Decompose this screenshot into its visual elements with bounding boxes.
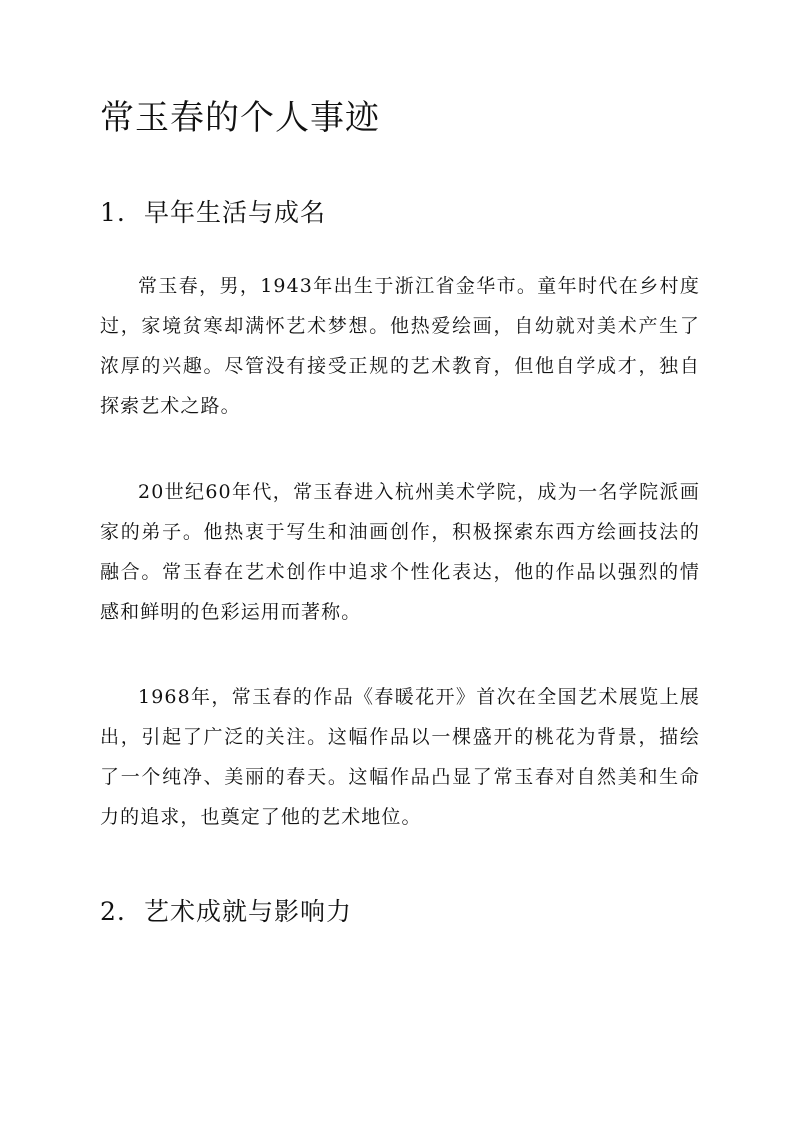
paragraph-early-life: 常玉春，男，1943年出生于浙江省金华市。童年时代在乡村度过，家境贫寒却满怀艺术梦想。他热爱绘画，自幼就对美术产生了浓厚的兴趣。尽管没有接受正规的艺术教育，但他自学成才，独自探索艺术之路。 <box>100 275 700 417</box>
document-title: 常玉春的个人事迹 <box>100 98 380 138</box>
section-heading-2 <box>100 895 352 929</box>
paragraph-academy-years: 20世纪60年代，常玉春进入杭州美术学院，成为一名学院派画家的弟子。他热衷于写生和油画创作，积极探索东西方绘画技法的融合。常玉春在艺术创作中追求个性化表达，他的作品以强烈的情感和鲜明的色彩运用而著称。 <box>100 481 700 623</box>
section-heading-text-2: 艺术成就与影响力 <box>144 897 353 926</box>
section-number-2: 2. <box>100 897 126 926</box>
section-number-1: 1. <box>100 198 126 227</box>
section-heading-1 <box>100 196 326 230</box>
paragraph-first-exhibition: 1968年，常玉春的作品《春暖花开》首次在全国艺术展览上展出，引起了广泛的关注。这幅作品以一棵盛开的桃花为背景，描绘了一个纯净、美丽的春天。这幅作品凸显了常玉春对自然美和生命力的追求，也奠定了他的艺术地位。 <box>100 686 700 828</box>
section-heading-text-1: 早年生活与成名 <box>144 198 327 227</box>
